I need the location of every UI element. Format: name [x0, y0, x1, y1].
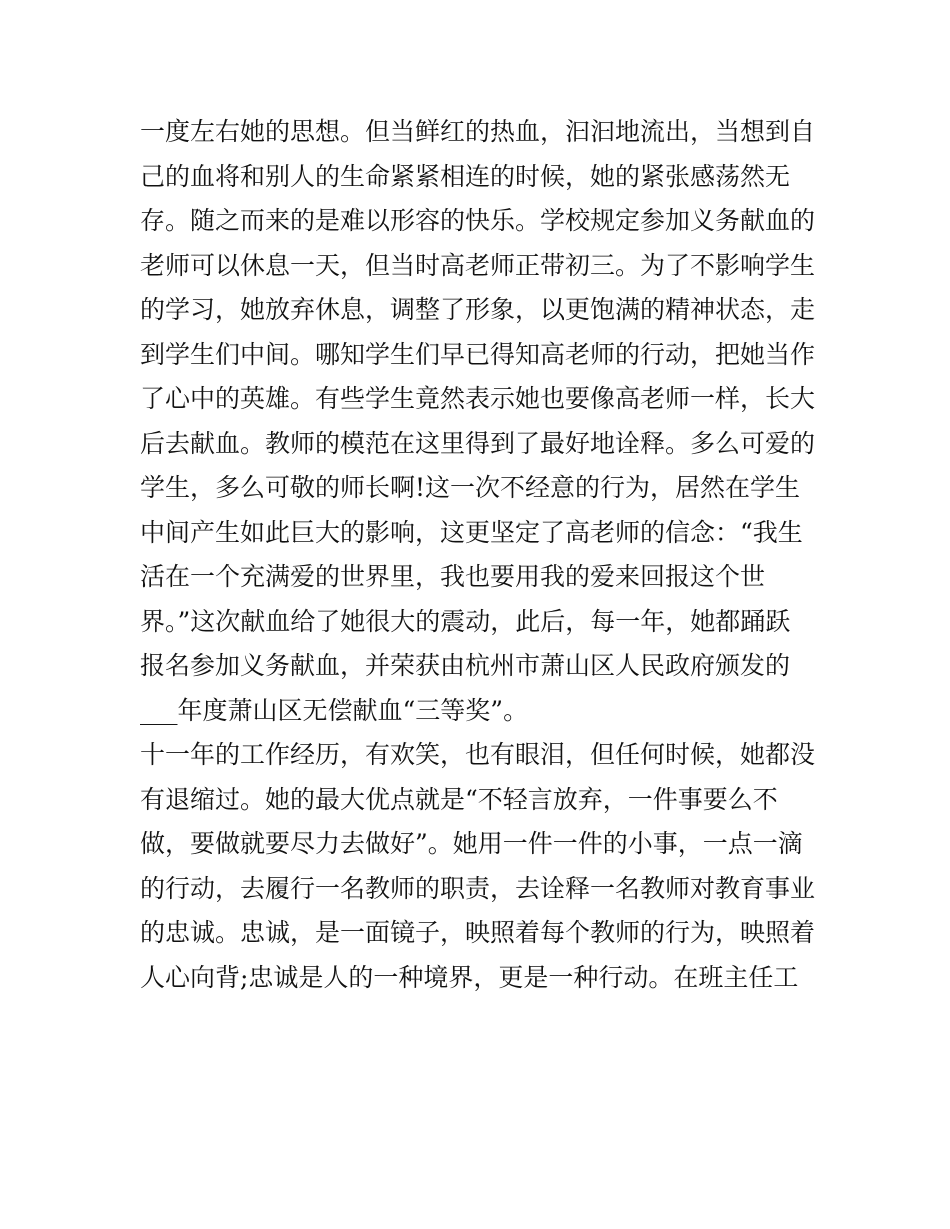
paragraph-1	[140, 110, 820, 733]
text-line: 后去献血。教师的模范在这里得到了最好地诠释。多么可爱的	[140, 428, 816, 458]
text-line: 中间产生如此巨大的影响，这更坚定了高老师的信念：“我生	[140, 517, 803, 547]
text-line: 的学习，她放弃休息，调整了形象，以更饱满的精神状态，走	[140, 295, 816, 324]
text-line: 一度左右她的思想。但当鲜红的热血，汩汩地流出，当想到自	[140, 117, 816, 146]
text-line: 活在一个充满爱的世界里，我也要用我的爱来回报这个世	[140, 562, 766, 591]
text-line: 人心向背;忠诚是人的一种境界，更是一种行动。在班主任工	[140, 962, 799, 992]
text-line: 有退缩过。她的最大优点就是“不轻言放弃，一件事要么不	[140, 784, 778, 814]
text-line: 到学生们中间。哪知学生们早已得知高老师的行动，把她当作	[140, 339, 816, 369]
text-line: 存。随之而来的是难以形容的快乐。学校规定参加义务献血的	[140, 206, 816, 235]
text-line: 的忠诚。忠诚，是一面镜子，映照着每个教师的行为，映照着	[140, 918, 816, 947]
text-line: 己的血将和别人的生命紧紧相连的时候，她的紧张感荡然无	[140, 161, 791, 191]
text-line: 报名参加义务献血，并荣获由杭州市萧山区人民政府颁发的	[140, 651, 791, 680]
text-line: 做，要做就要尽力去做好”。她用一件一件的小事，一点一滴	[140, 829, 803, 858]
text-line: 十一年的工作经历，有欢笑，也有眼泪，但任何时候，她都没	[140, 740, 816, 769]
paragraph-2	[140, 733, 820, 1000]
text-line: 了心中的英雄。有些学生竟然表示她也要像高老师一样，长大	[140, 384, 816, 413]
text-line: ___年度萧山区无偿献血“三等奖”。	[140, 695, 529, 725]
body-text	[140, 110, 820, 1000]
text-line: 界。”这次献血给了她很大的震动，此后，每一年，她都踊跃	[140, 606, 791, 636]
text-line: 学生，多么可敬的师长啊!这一次不经意的行为，居然在学生	[140, 473, 801, 502]
text-line: 的行动，去履行一名教师的职责，去诠释一名教师对教育事业	[140, 873, 816, 903]
text-line: 老师可以休息一天，但当时高老师正带初三。为了不影响学生	[140, 250, 816, 280]
